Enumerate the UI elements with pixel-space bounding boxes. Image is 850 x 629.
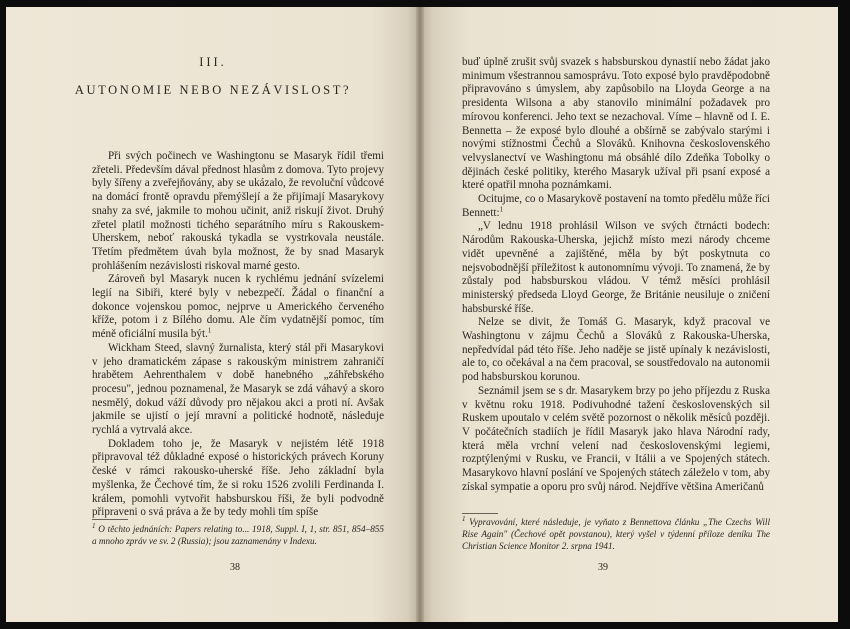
paragraph: Dokladem toho je, že Masaryk v nejistém létě 1918 připravoval též důkladné exposé o historických právech Koruny české v rámci rakousko-uherské říše. Jeho základní byla myšlenka, že Čechové tím, že si roku 1526 zvolili Ferdinanda I. králem, pomohli vytvořit habsburskou říši, že byli podvodně připraveni o svá práva a že by tedy mohli tím spíše bbox=[92, 437, 384, 519]
paragraph: Ocitujme, co o Masarykově postavení na tomto předělu může říci Bennett:$^1$ bbox=[462, 193, 770, 219]
book-spread bbox=[6, 7, 844, 622]
paragraph: buď úplně zrušit svůj svazek s habsburskou dynastií nebo žádat jako minimum všestrannou samosprávu. Toto exposé bylo pravděpodobně připravováno s úmyslem, aby zapůsobilo na Lloyda George a na presidenta Wilsona a aby stanovilo minimální požadavek pro mírovou konferenci. Jeho text se nezachoval. Víme – hlavně od I. E. Bennetta – že exposé bylo dlouhé a obšírně se zabývalo starými i novými stížnostmi Čechů a Slováků. Knihovna československého velvyslanectví ve Washingtonu má obsáhlé dílo Zdeňka Tobolky o dějinách české politiky, kterého Masaryk užíval při psaní exposé a které opatřil mnoha poznámkami. bbox=[462, 56, 770, 192]
chapter-title: AUTONOMIE NEBO NEZÁVISLOST? bbox=[74, 83, 352, 97]
paragraph: Nelze se divit, že Tomáš G. Masaryk, když pracoval ve Washingtonu v zájmu Čechů a Slováků z Rakouska-Uherska, nepředvídal pád této říše. Jeho naděje se jistě upínaly k nezávislosti, ale to, co očekával a na čem pracoval, se soustředovalo na autonomii pod habsburskou korunou. bbox=[462, 316, 770, 384]
page-number: 38 bbox=[230, 562, 240, 573]
footnote-divider bbox=[92, 519, 128, 520]
footnote-divider bbox=[462, 513, 498, 514]
left-page bbox=[6, 7, 420, 622]
paragraph: Zároveň byl Masaryk nucen k rychlému jednání svízelemi legií na Sibiři, které byly v nebezpečí. Žádal o finanční a dokonce vojenskou pomoc, nejprve u Amerického červeného kříže, potom i z Bílého domu. Ale čím vydatnější pomoc, tím méně oficiální musila být.$^1$ bbox=[92, 273, 384, 341]
right-body-text bbox=[462, 56, 770, 495]
paragraph: Při svých počinech ve Washingtonu se Masaryk řídil třemi zřeteli. Především dával přednost hlasům z domova. Tyto projevy byly šířeny a zveřejňovány, aby se ukázalo, že revoluční vůdcové na domácí frontě opravdu přemýšlejí a že přijímají Masarykovy snahy za své, jakmile to mohou učinit, aniž riskují život. Druhý zřetel platil možnosti tichého separátního míru s Rakouskem-Uherskem, neboť rakouská tykadla se vystrkovala neustále. Třetím předmětem úvah byla možnost, že by snad Masaryk prohlášením nezávislosti riskoval marné gesto. bbox=[92, 150, 384, 272]
paragraph: „V lednu 1918 prohlásil Wilson ve svých čtrnácti bodech: Národům Rakouska-Uherska, jejichž místo mezi národy chceme vidět upevněné a zajištěné, měla by být poskytnuta co nejsvobodnější příležitost k autonomnímu vývoji. To znamená, že by zůstaly pod habsburskou vládou. V témž měsíci prohlásil ministerský předseda Lloyd George, že Británie neusiluje o zničení habsburské říše. bbox=[462, 220, 770, 315]
footnote: $^1$ Vypravování, které následuje, je vyňato z Bennettova článku „The Czechs Will Rise Again" (Čechové opět povstanou), který vyšel v týdenní příloze deníku The Christian Science Monitor 2. srpna 1941. bbox=[462, 514, 771, 551]
page-number: 39 bbox=[598, 562, 608, 573]
right-page bbox=[420, 7, 838, 622]
footnote-reference: 1 bbox=[499, 205, 504, 214]
book-gutter bbox=[416, 7, 424, 622]
paragraph: Wickham Steed, slavný žurnalista, který stál při Masarykovi v jeho dramatickém zápase s rakouským ministrem zahraničí hrabětem Aehrenthalem v době hanebného „záhřebského procesu", jednou poznamenal, že Masaryk se zdá váhavý a skoro nesmělý, dokud váží důvody pro nějakou akci a proti ní. Avšak jakmile se ujistí o její mravní a politické hodnotě, následuje rychlá a vytrvalá akce. bbox=[92, 341, 384, 437]
chapter-number: III. bbox=[199, 55, 227, 69]
footnote-reference: 1 bbox=[207, 326, 212, 335]
paragraph: Seznámil jsem se s dr. Masarykem brzy po jeho příjezdu z Ruska v květnu roku 1918. Podivuhodné tažení československých sil Ruskem upoutalo v celém světě pozornost o několik měsíců později. V počátečních stadiích je řídil Masaryk jako hlava Národní rady, která měla vrchní velení nad československými legiemi, rozptýlenými v Rusku, ve Francii, v Itálii a ve Spojených státech. Masarykovo hlavní poslání ve Spojených státech záleželo v tom, aby získal sympatie a oporu pro svůj národ. Nejdříve většina Američanů bbox=[462, 384, 770, 493]
left-body-text bbox=[92, 150, 384, 520]
footnote: $^1$ O těchto jednáních: Papers relating to... 1918, Suppl. I, 1, str. 851, 854–855 a mnoho zpráv ve sv. 2 (Russia); jsou zaznamenány v Indexu. bbox=[92, 521, 384, 546]
